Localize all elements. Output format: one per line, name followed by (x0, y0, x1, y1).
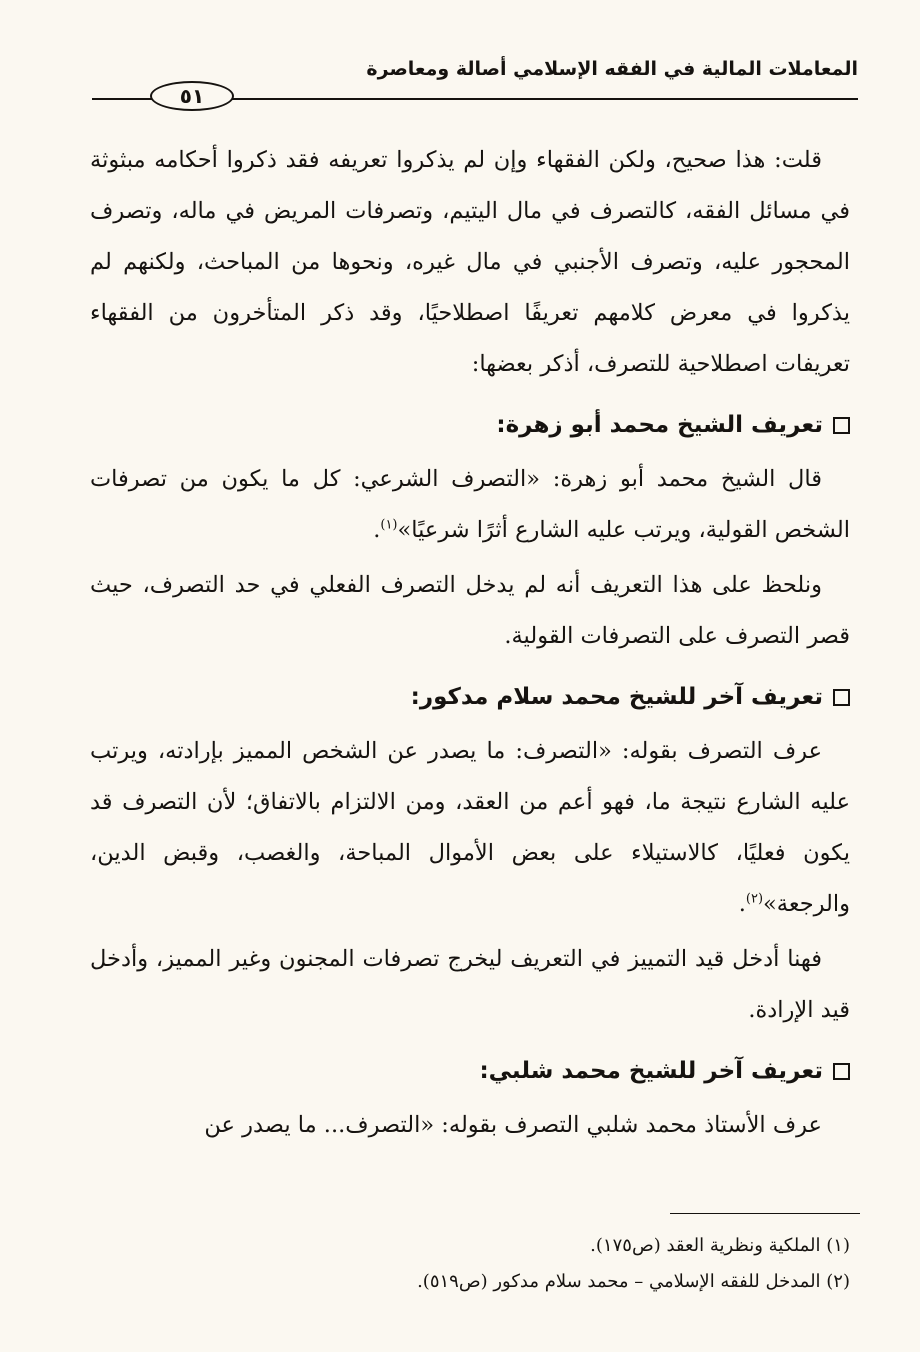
footnote-ref-2[interactable]: (٢) (745, 891, 764, 907)
running-title: المعاملات المالية في الفقه الإسلامي أصالة ومعاصرة (366, 58, 858, 80)
square-bullet-icon (833, 1063, 850, 1080)
quote-text: عرف التصرف بقوله: «التصرف: ما يصدر عن الشخص المميز بإرادته، ويرتب عليه الشارع نتيجة ما، فهو أعم من العقد، ومن الالتزام بالاتفاق؛ لأن التصرف قد يكون فعليًا، كالاستيلاء على بعض الأموال المباحة، والغصب، وقبض الدين، والرجعة» (90, 738, 850, 917)
paragraph-shalabi-quote: عرف الأستاذ محمد شلبي التصرف بقوله: «التصرف... ما يصدر عن (204, 1112, 822, 1138)
section-heading-shalabi (90, 1054, 850, 1088)
heading-text: تعريف آخر للشيخ محمد شلبي: (479, 1058, 823, 1084)
footnote-1: (١) الملكية ونظرية العقد (ص١٧٥). (590, 1235, 850, 1256)
sentence-end: . (738, 891, 746, 917)
quote-text: قال الشيخ محمد أبو زهرة: «التصرف الشرعي: كل ما يكون من تصرفات الشخص القولية، ويرتب عليه الشارع أثرًا شرعيًا» (90, 466, 850, 543)
paragraph-abu-zahra-quote (90, 454, 850, 556)
page-body (90, 135, 850, 1155)
section-heading-abu-zahra (90, 408, 850, 442)
square-bullet-icon (833, 417, 850, 434)
footnotes (90, 1228, 850, 1300)
footnote-2: (٢) المدخل للفقه الإسلامي – محمد سلام مدكور (ص٥١٩). (417, 1271, 850, 1292)
footnote-rule (670, 1213, 860, 1214)
paragraph-abu-zahra-note: ونلحظ على هذا التعريف أنه لم يدخل التصرف الفعلي في حد التصرف، حيث قصر التصرف على التصرفات القولية. (90, 572, 850, 649)
heading-text: تعريف الشيخ محمد أبو زهرة: (496, 412, 823, 438)
paragraph-intro: قلت: هذا صحيح، ولكن الفقهاء وإن لم يذكروا تعريفه فقد ذكروا أحكامه مبثوثة في مسائل الفقه، كالتصرف في مال اليتيم، وتصرفات المريض في ماله، وتصرف المحجور عليه، وتصرف الأجنبي في مال غيره، ونحوها من المباحث، ولكنهم لم يذكروا في معرض كلامهم تعريفًا اصطلاحيًا، وقد ذكر المتأخرون من الفقهاء تعريفات اصطلاحية للتصرف، أذكر بعضها: (90, 147, 850, 377)
paragraph-madkour-note: فهنا أدخل قيد التمييز في التعريف ليخرج تصرفات المجنون وغير المميز، وأدخل قيد الإرادة. (90, 946, 850, 1023)
square-bullet-icon (833, 689, 850, 706)
sentence-end: . (373, 517, 381, 543)
section-heading-madkour (90, 680, 850, 714)
page-number: ٥١ (150, 81, 234, 111)
footnote-ref-1[interactable]: (١) (380, 517, 398, 533)
paragraph-madkour-quote (90, 726, 850, 930)
heading-text: تعريف آخر للشيخ محمد سلام مدكور: (410, 684, 823, 710)
